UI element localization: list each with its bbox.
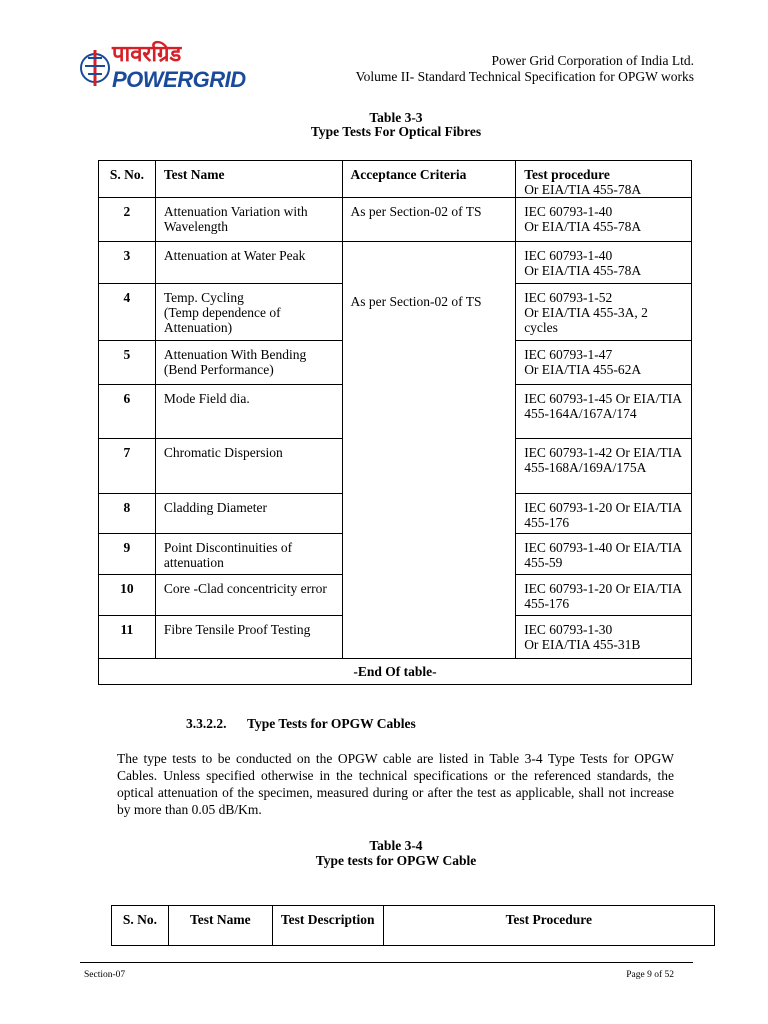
test-procedure: IEC 60793-1-30 Or EIA/TIA 455-31B [516, 616, 692, 659]
table-row: 6 Mode Field dia. IEC 60793-1-45 Or EIA/TIA 455-164A/167A/174 [99, 385, 692, 439]
test-procedure: IEC 60793-1-45 Or EIA/TIA 455-164A/167A/174 [516, 385, 692, 439]
header-procedure: Test procedure [524, 167, 610, 182]
continued-procedure: Or EIA/TIA 455-78A [524, 182, 642, 197]
powergrid-logo [80, 42, 250, 94]
test-name: Chromatic Dispersion [155, 439, 342, 494]
test-name: Attenuation Variation with Wavelength [155, 198, 342, 242]
logo-hindi-text: पावरग्रिड [112, 42, 182, 67]
header-sno: S. No. [112, 906, 169, 946]
table-row: 3 Attenuation at Water Peak As per Section-02 of TS IEC 60793-1-40 Or EIA/TIA 455-78A [99, 242, 692, 284]
section-number: 3.3.2.2. [186, 716, 227, 731]
test-name: Temp. Cycling (Temp dependence of Attenuation) [155, 284, 342, 341]
test-procedure: IEC 60793-1-40 Or EIA/TIA 455-78A [516, 242, 692, 284]
test-name: Attenuation With Bending (Bend Performance) [155, 341, 342, 385]
header-volume: Volume II- Standard Technical Specification for OPGW works [355, 69, 694, 84]
test-procedure: IEC 60793-1-20 Or EIA/TIA 455-176 [516, 494, 692, 534]
table33-caption-number: Table 3-3 [369, 110, 423, 125]
table-row: 8 Cladding Diameter IEC 60793-1-20 Or EIA/TIA 455-176 [99, 494, 692, 534]
footer-section: Section-07 [84, 970, 126, 980]
footer-page-number: Page 9 of 52 [626, 970, 674, 980]
table-type-tests-optical-fibres [98, 160, 692, 685]
table34-caption-title: Type tests for OPGW Cable [315, 853, 477, 868]
section-paragraph: The type tests to be conducted on the OPGW cable are listed in Table 3-4 Type Tests for OPGW Cables. Unless specified otherwise in the technical specifications or the referenced standards, the optical attenuation of the specimen, measured during or after the test as applicable, shall not increase by more than 0.05 dB/Km. [117, 751, 674, 817]
test-name: Attenuation at Water Peak [155, 242, 342, 284]
logo-english-text: POWERGRID [112, 67, 246, 92]
table-header-row [112, 906, 715, 946]
table34-caption-number: Table 3-4 [369, 838, 423, 853]
footer-divider [80, 962, 693, 963]
header-test-procedure: Test Procedure [383, 906, 714, 946]
test-name: Cladding Diameter [155, 494, 342, 534]
section-title: Type Tests for OPGW Cables [247, 716, 416, 731]
acceptance-criteria: As per Section-02 of TS [342, 198, 516, 242]
table-header-row [99, 161, 692, 198]
header-acceptance: Acceptance Criteria [342, 161, 516, 198]
table-row: 7 Chromatic Dispersion IEC 60793-1-42 Or EIA/TIA 455-168A/169A/175A [99, 439, 692, 494]
test-procedure: IEC 60793-1-40 Or EIA/TIA 455-59 [516, 534, 692, 575]
test-procedure: IEC 60793-1-52 Or EIA/TIA 455-3A, 2 cycles [516, 284, 692, 341]
table-type-tests-opgw [111, 905, 715, 946]
table-row: 10 Core -Clad concentricity error IEC 60793-1-20 Or EIA/TIA 455-176 [99, 575, 692, 616]
test-name: Fibre Tensile Proof Testing [155, 616, 342, 659]
table-row: 9 Point Discontinuities of attenuation IEC 60793-1-40 Or EIA/TIA 455-59 [99, 534, 692, 575]
test-procedure: IEC 60793-1-20 Or EIA/TIA 455-176 [516, 575, 692, 616]
table-row: 11 Fibre Tensile Proof Testing IEC 60793-1-30 Or EIA/TIA 455-31B [99, 616, 692, 659]
header-test-name: Test Name [155, 161, 342, 198]
table-end-row [99, 659, 692, 685]
table-row: 2 Attenuation Variation with Wavelength As per Section-02 of TS IEC 60793-1-40 Or EIA/TIA 455-78A [99, 198, 692, 242]
test-name: Point Discontinuities of attenuation [155, 534, 342, 575]
table33-caption-title: Type Tests For Optical Fibres [310, 124, 482, 139]
header-test-name: Test Name [168, 906, 272, 946]
powergrid-emblem-icon [80, 44, 110, 92]
test-procedure: IEC 60793-1-47 Or EIA/TIA 455-62A [516, 341, 692, 385]
end-of-table: -End Of table- [99, 659, 692, 685]
table-row: 5 Attenuation With Bending (Bend Performance) IEC 60793-1-47 Or EIA/TIA 455-62A [99, 341, 692, 385]
table-row: 4 Temp. Cycling (Temp dependence of Attenuation) IEC 60793-1-52 Or EIA/TIA 455-3A, 2 cycles [99, 284, 692, 341]
header-company: Power Grid Corporation of India Ltd. [491, 53, 694, 68]
test-procedure: IEC 60793-1-42 Or EIA/TIA 455-168A/169A/175A [516, 439, 692, 494]
section-heading [186, 716, 416, 732]
acceptance-criteria-merged: As per Section-02 of TS [342, 242, 516, 659]
header-test-description: Test Description [272, 906, 383, 946]
test-procedure: IEC 60793-1-40 Or EIA/TIA 455-78A [516, 198, 692, 242]
test-name: Core -Clad concentricity error [155, 575, 342, 616]
header-sno: S. No. [99, 161, 156, 198]
test-name: Mode Field dia. [155, 385, 342, 439]
